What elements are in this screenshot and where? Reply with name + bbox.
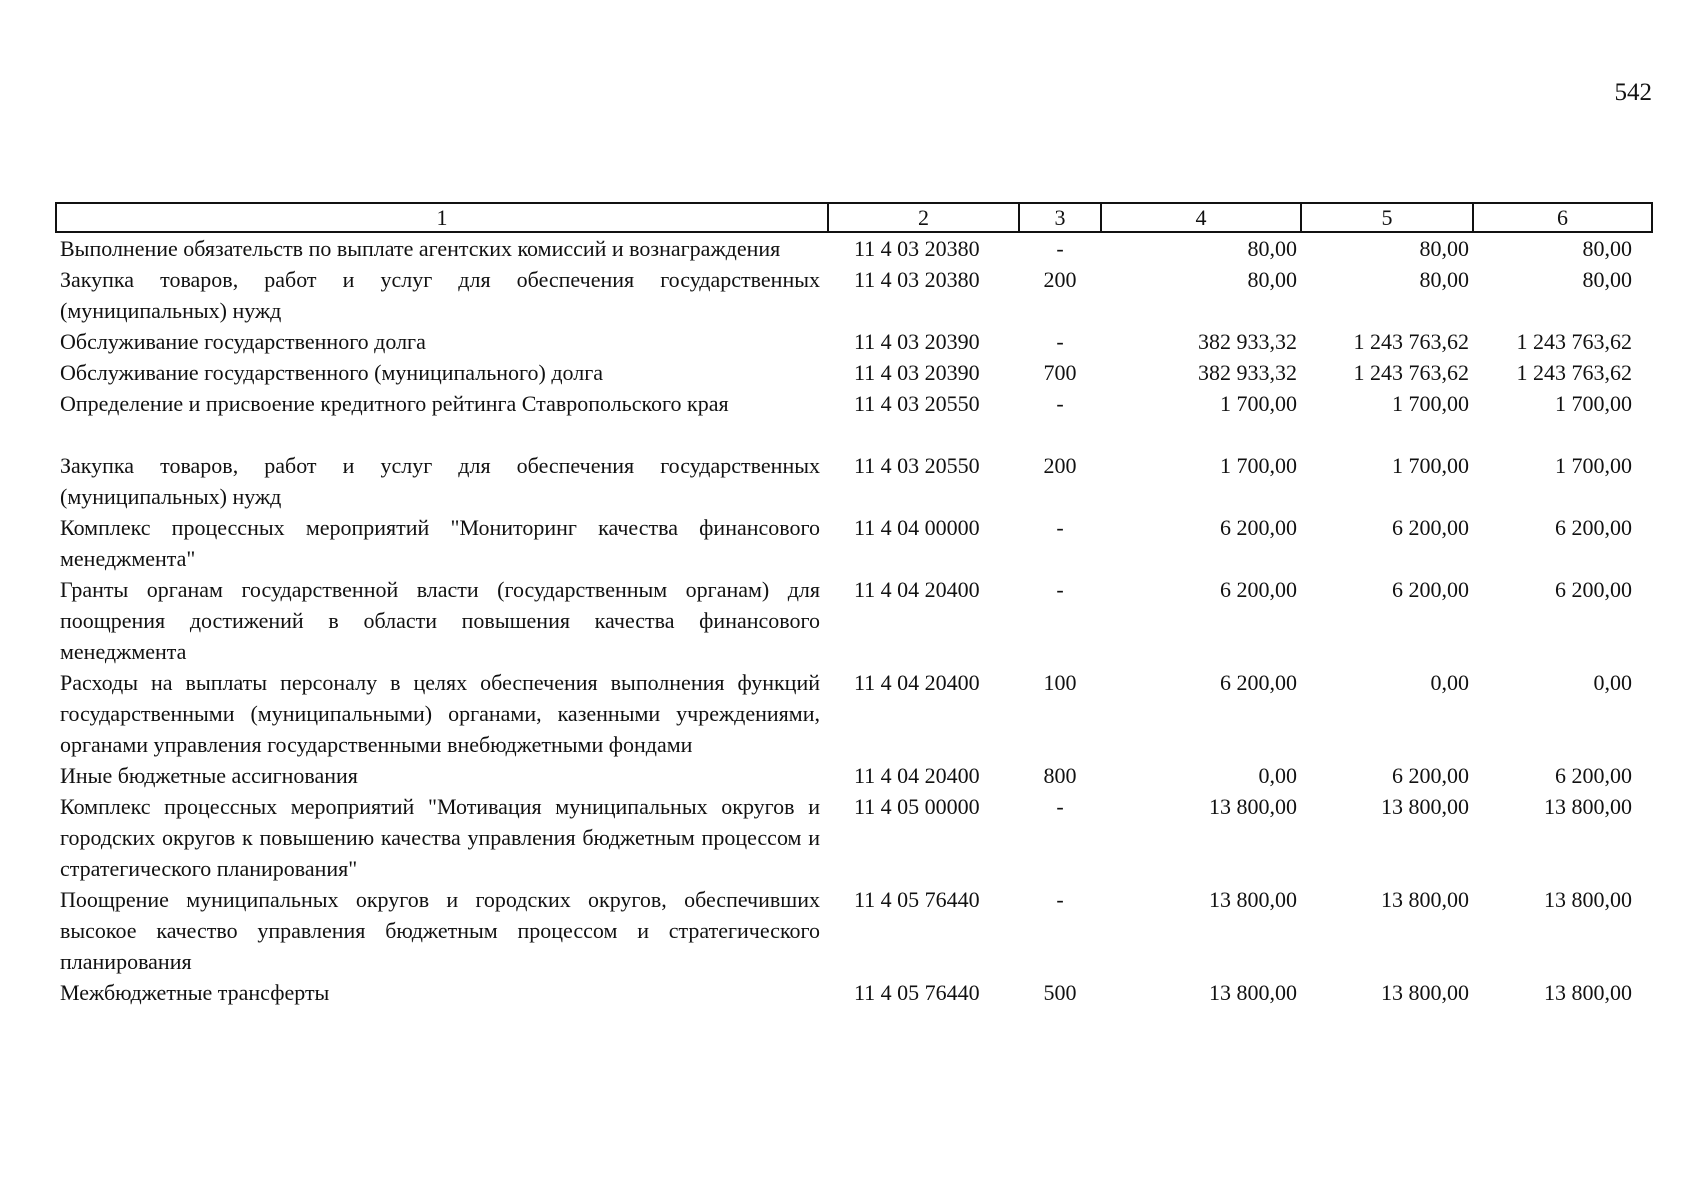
table-row [56,326,1652,357]
row-type: - [1056,887,1064,912]
row-name: Обслуживание государственного (муниципального) долга [60,360,604,385]
row-name: Выполнение обязательств по выплате агентских комиссий и вознаграждения [60,236,781,261]
table-row [56,791,1652,884]
table-row [56,232,1652,264]
header-row [56,203,1652,232]
table-row [56,667,1652,760]
row-value-6: 1 700,00 [1555,391,1632,416]
row-value-5: 13 800,00 [1381,887,1469,912]
table-row [56,760,1652,791]
row-name: Комплекс процессных мероприятий "Мотивация муниципальных округов и городских округов к повышению качества управления бюджетным процессом и стратегического планирования" [60,794,820,881]
row-value-5: 0,00 [1430,670,1469,695]
row-value-6: 13 800,00 [1544,794,1632,819]
row-code: 11 4 03 20390 [854,329,980,354]
row-value-5: 1 243 763,62 [1353,329,1469,354]
table-row [56,357,1652,388]
row-value-5: 13 800,00 [1381,794,1469,819]
row-type: - [1056,515,1064,540]
row-value-5: 6 200,00 [1392,577,1469,602]
page-number: 542 [1614,79,1652,106]
row-value-6: 6 200,00 [1555,763,1632,788]
table-row [56,977,1652,1008]
row-value-4: 6 200,00 [1220,577,1297,602]
row-type: 200 [1043,267,1077,292]
row-value-6: 6 200,00 [1555,577,1632,602]
row-value-4: 13 800,00 [1209,980,1297,1005]
row-name: Расходы на выплаты персоналу в целях обеспечения выполнения функций государственными (муниципальными) органами, казенными учреждениями, органами управления государственными внебюджетными фондами [60,670,820,757]
row-value-4: 6 200,00 [1220,515,1297,540]
table-row [56,574,1652,667]
row-code: 11 4 03 20380 [854,236,980,261]
row-type: 800 [1043,763,1077,788]
row-value-6: 80,00 [1582,236,1632,261]
row-name: Определение и присвоение кредитного рейтинга Ставропольского края [60,391,729,416]
row-type: - [1056,577,1064,602]
row-type: - [1056,236,1064,261]
row-value-4: 0,00 [1258,763,1297,788]
row-type: - [1056,329,1064,354]
row-value-4: 80,00 [1247,267,1297,292]
row-value-4: 382 933,32 [1198,329,1297,354]
row-type: - [1056,391,1064,416]
row-value-4: 1 700,00 [1220,453,1297,478]
row-value-4: 80,00 [1247,236,1297,261]
row-code: 11 4 05 76440 [854,887,980,912]
table-row [56,388,1652,450]
row-type: 200 [1043,453,1077,478]
row-value-6: 1 243 763,62 [1516,360,1632,385]
row-value-6: 13 800,00 [1544,980,1632,1005]
row-code: 11 4 03 20380 [854,267,980,292]
row-name: Закупка товаров, работ и услуг для обеспечения государственных (муниципальных) нужд [60,453,820,509]
row-value-4: 382 933,32 [1198,360,1297,385]
header-col-2: 2 [828,203,1019,232]
row-value-4: 1 700,00 [1220,391,1297,416]
budget-table [55,202,1653,1008]
table-header [56,203,1652,232]
row-value-6: 1 243 763,62 [1516,329,1632,354]
table-row [56,264,1652,326]
row-name: Комплекс процессных мероприятий "Мониторинг качества финансового менеджмента" [60,515,820,571]
row-code: 11 4 05 76440 [854,980,980,1005]
row-code: 11 4 04 20400 [854,577,980,602]
row-type: - [1056,794,1064,819]
row-code: 11 4 05 00000 [854,794,980,819]
row-value-5: 1 700,00 [1392,453,1469,478]
row-code: 11 4 04 20400 [854,763,980,788]
row-code: 11 4 04 20400 [854,670,980,695]
row-type: 100 [1043,670,1077,695]
row-value-4: 6 200,00 [1220,670,1297,695]
row-name: Гранты органам государственной власти (государственным органам) для поощрения достижений в области повышения качества финансового менеджмента [60,577,820,664]
header-col-6: 6 [1473,203,1652,232]
row-value-6: 13 800,00 [1544,887,1632,912]
row-name: Обслуживание государственного долга [60,329,426,354]
row-value-5: 1 243 763,62 [1353,360,1469,385]
row-code: 11 4 03 20550 [854,453,980,478]
row-value-5: 80,00 [1419,267,1469,292]
table-row [56,512,1652,574]
row-value-5: 1 700,00 [1392,391,1469,416]
row-code: 11 4 04 00000 [854,515,980,540]
row-type: 500 [1043,980,1077,1005]
row-value-5: 6 200,00 [1392,515,1469,540]
row-name: Иные бюджетные ассигнования [60,763,358,788]
row-value-4: 13 800,00 [1209,794,1297,819]
header-col-4: 4 [1101,203,1301,232]
row-code: 11 4 03 20390 [854,360,980,385]
row-name: Межбюджетные трансферты [60,980,330,1005]
table-row [56,884,1652,977]
row-value-6: 80,00 [1582,267,1632,292]
header-col-3: 3 [1019,203,1101,232]
row-name: Закупка товаров, работ и услуг для обеспечения государственных (муниципальных) нужд [60,267,820,323]
row-value-5: 6 200,00 [1392,763,1469,788]
row-name: Поощрение муниципальных округов и городских округов, обеспечивших высокое качество управления бюджетным процессом и стратегического планирования [60,887,820,974]
row-value-5: 80,00 [1419,236,1469,261]
row-value-5: 13 800,00 [1381,980,1469,1005]
row-value-6: 6 200,00 [1555,515,1632,540]
table-row [56,450,1652,512]
table-body [56,232,1652,1008]
row-code: 11 4 03 20550 [854,391,980,416]
row-type: 700 [1043,360,1077,385]
header-col-5: 5 [1301,203,1473,232]
row-value-6: 0,00 [1593,670,1632,695]
row-value-4: 13 800,00 [1209,887,1297,912]
row-value-6: 1 700,00 [1555,453,1632,478]
header-col-1: 1 [56,203,828,232]
